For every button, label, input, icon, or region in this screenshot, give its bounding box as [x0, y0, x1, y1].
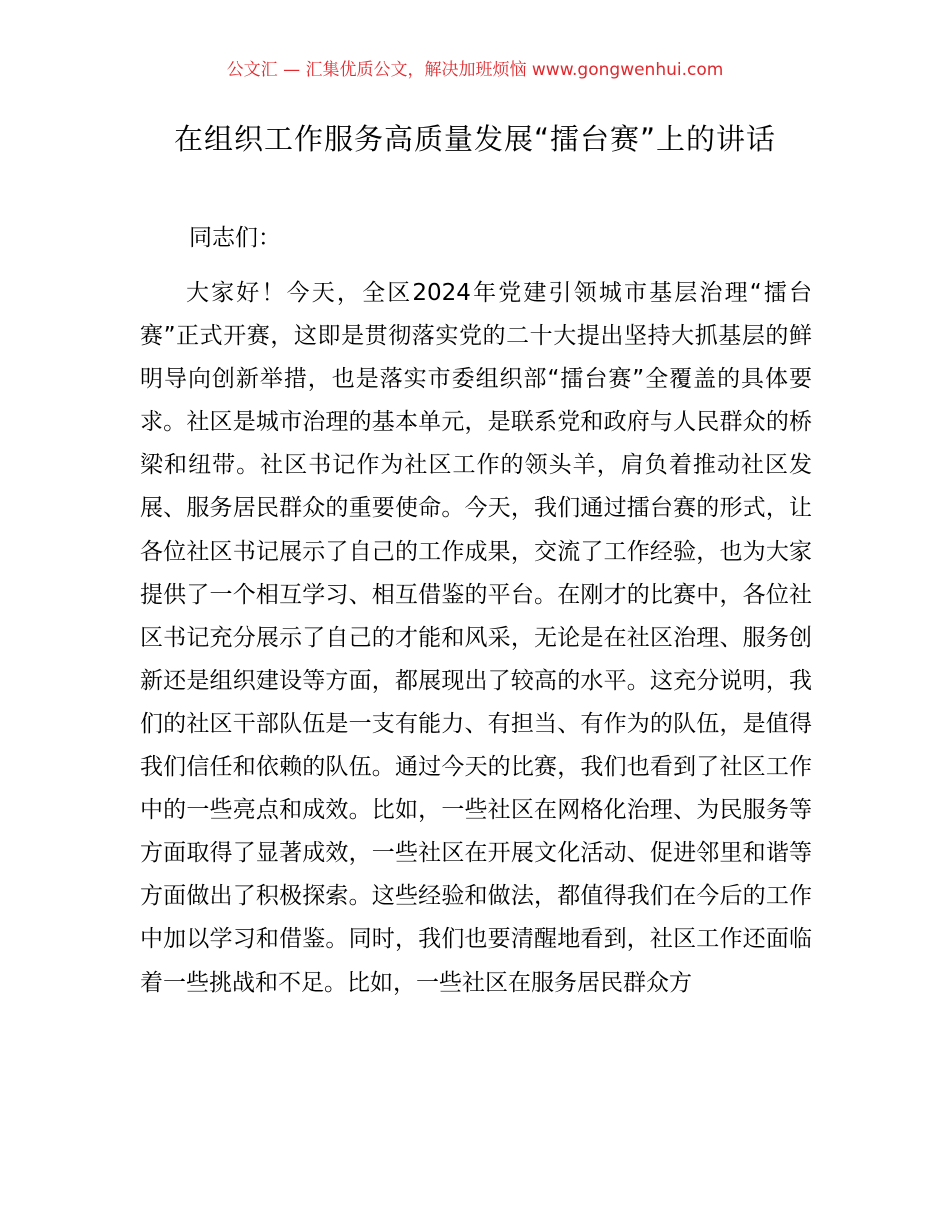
salutation: 同志们：	[189, 225, 281, 251]
body-paragraph: 大家好！今天，全区2024年党建引领城市基层治理“擂台赛”正式开赛，这即是贯彻落实党的二十大提出坚持大抓基层的鲜明导向创新举措，也是落实市委组织部“擂台赛”全覆盖的具体要求。社区是城市治理的基本单元，是联系党和政府与人民群众的桥梁和纽带。社区书记作为社区工作的领头羊，肩负着推动社区发展、服务居民群众的重要使命。今天，我们通过擂台赛的形式，让各位社区书记展示了自己的工作成果，交流了工作经验，也为大家提供了一个相互学习、相互借鉴的平台。在刚才的比赛中，各位社区书记充分展示了自己的才能和风采，无论是在社区治理、服务创新还是组织建设等方面，都展现出了较高的水平。这充分说明，我们的社区干部队伍是一支有能力、有担当、有作为的队伍，是值得我们信任和依赖的队伍。通过今天的比赛，我们也看到了社区工作中的一些亮点和成效。比如，一些社区在网格化治理、为民服务等方面取得了显著成效，一些社区在开展文化活动、促进邻里和谐等方面做出了积极探索。这些经验和做法，都值得我们在今后的工作中加以学习和借鉴。同时，我们也要清醒地看到，社区工作还面临着一些挑战和不足。比如，一些社区在服务居民群众方	[140, 280, 812, 996]
document-title: 在组织工作服务高质量发展“擂台赛”上的讲话	[173, 122, 777, 156]
site-banner: 公文汇 — 汇集优质公文，解决加班烦恼 www.gongwenhui.com	[226, 60, 724, 80]
